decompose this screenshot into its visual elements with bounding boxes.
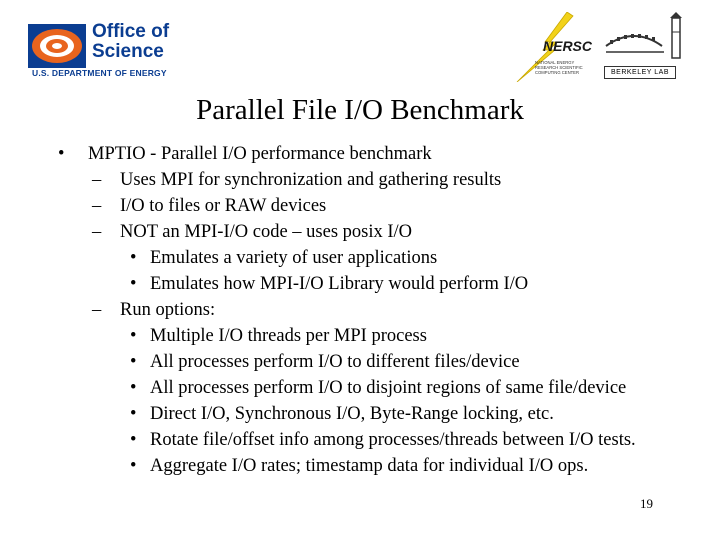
bullet-text: Direct I/O, Synchronous I/O, Byte-Range locking, etc.	[150, 404, 554, 424]
sub-bullet-item	[92, 194, 326, 218]
sub-bullet-item	[92, 298, 215, 322]
page-number: 19	[640, 496, 653, 511]
sub-sub-bullet-item	[130, 376, 626, 400]
berkeley-lab-logo	[604, 12, 688, 78]
bullet-text: Run options:	[120, 300, 216, 320]
bullet-marker: •	[130, 404, 137, 424]
dash-marker: –	[92, 222, 102, 242]
dash-marker: –	[92, 170, 102, 190]
berkeley-building-icon	[604, 12, 688, 64]
bullet-marker: •	[130, 352, 137, 372]
sub-sub-bullet-item	[130, 350, 520, 374]
bullet-text: MPTIO - Parallel I/O performance benchmark	[88, 144, 432, 164]
bullet-text: All processes perform I/O to disjoint regions of same file/device	[150, 378, 627, 398]
sub-bullet-item	[92, 220, 412, 244]
bullet-text: Uses MPI for synchronization and gathering results	[120, 170, 502, 190]
bullet-marker: •	[130, 378, 137, 398]
slide-title: Parallel File I/O Benchmark	[196, 94, 524, 126]
bullet-text: Aggregate I/O rates; timestamp data for individual I/O ops.	[150, 456, 589, 476]
sub-sub-bullet-item	[130, 454, 588, 478]
bullet-text: Emulates a variety of user applications	[150, 248, 438, 268]
bullet-marker: •	[130, 456, 137, 476]
sub-sub-bullet-item	[130, 246, 437, 270]
sub-sub-bullet-item	[130, 324, 427, 348]
nersc-tagline: NATIONAL ENERGY RESEARCH SCIENTIFIC COMPUTING CENTER	[535, 60, 583, 75]
nersc-logo	[515, 12, 595, 82]
dash-marker: –	[92, 196, 102, 216]
nersc-wordmark: NERSC	[543, 38, 593, 54]
berkeley-lab-label: BERKELEY LAB	[604, 66, 676, 79]
office-of-science-logo	[28, 20, 178, 80]
bullet-marker: •	[130, 248, 137, 268]
bullet-item	[58, 142, 432, 166]
bullet-text: I/O to files or RAW devices	[120, 196, 327, 216]
bullet-marker: •	[130, 430, 137, 450]
bullet-marker: •	[58, 144, 65, 164]
bullet-text: Rotate file/offset info among processes/threads between I/O tests.	[150, 430, 636, 450]
sub-sub-bullet-item	[130, 428, 636, 452]
sub-sub-bullet-item	[130, 272, 528, 296]
bullet-text: Multiple I/O threads per MPI process	[150, 326, 427, 346]
bullet-text: All processes perform I/O to different files/device	[150, 352, 520, 372]
dash-marker: –	[92, 300, 102, 320]
bullet-text: Emulates how MPI-I/O Library would perform I/O	[150, 274, 529, 294]
doe-department-text: U.S. DEPARTMENT OF ENERGY	[32, 68, 167, 78]
sub-sub-bullet-item	[130, 402, 554, 426]
bullet-marker: •	[130, 274, 137, 294]
bullet-marker: •	[130, 326, 137, 346]
office-of-science-wordmark: Office of Science	[92, 21, 170, 62]
bullet-text: NOT an MPI-I/O code – uses posix I/O	[120, 222, 413, 242]
sub-bullet-item	[92, 168, 501, 192]
doe-emblem-icon	[28, 24, 86, 68]
